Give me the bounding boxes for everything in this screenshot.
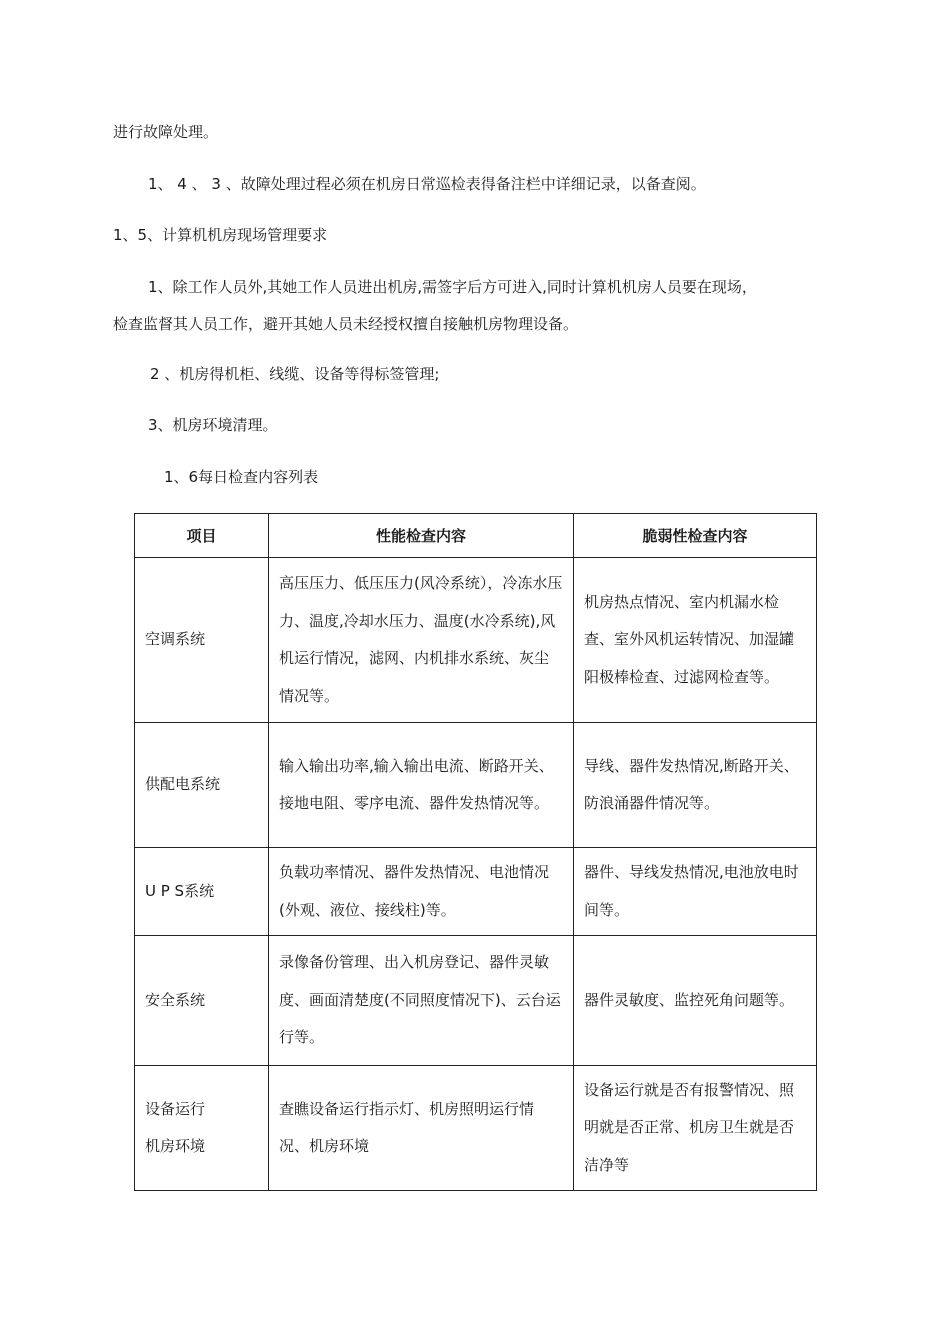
header-vulnerability: 脆弱性检查内容 xyxy=(574,514,817,558)
row-performance: 录像备份管理、出入机房登记、器件灵敏度、画面清楚度(不同照度情况下)、云台运行等。 xyxy=(269,936,574,1066)
table-caption: 1、6每日检查内容列表 xyxy=(164,468,319,486)
paragraph-fault-handling: 进行故障处理。 xyxy=(113,123,219,141)
table-header-row xyxy=(135,514,817,558)
row-item: 供配电系统 xyxy=(135,723,269,848)
header-item: 项目 xyxy=(135,514,269,558)
row-vulnerability: 器件灵敏度、监控死角问题等。 xyxy=(574,936,817,1066)
table-row xyxy=(135,558,817,723)
row-item: 安全系统 xyxy=(135,936,269,1066)
row-vulnerability: 导线、器件发热情况,断路开关、防浪涌器件情况等。 xyxy=(574,723,817,848)
row-item: 空调系统 xyxy=(135,558,269,723)
section-heading-1-5: 1、5、计算机机房现场管理要求 xyxy=(113,226,328,244)
paragraph-item-3: 3、机房环境清理。 xyxy=(148,416,278,434)
paragraph-item-2: 2 、机房得机柜、线缆、设备等得标签管理; xyxy=(150,365,440,383)
table-row xyxy=(135,936,817,1066)
daily-check-table xyxy=(134,513,817,1191)
table-row xyxy=(135,848,817,936)
header-performance: 性能检查内容 xyxy=(269,514,574,558)
table-row xyxy=(135,723,817,848)
row-item: 设备运行 机房环境 xyxy=(135,1066,269,1191)
row-performance: 输入输出功率,输入输出电流、断路开关、接地电阻、零序电流、器件发热情况等。 xyxy=(269,723,574,848)
row-vulnerability: 器件、导线发热情况,电池放电时间等。 xyxy=(574,848,817,936)
row-item: U P S系统 xyxy=(135,848,269,936)
paragraph-1-4-3: 1、 4 、 3 、故障处理过程必须在机房日常巡检表得备注栏中详细记录，以备查阅。 xyxy=(148,175,706,193)
paragraph-item-1-line2: 检查监督其人员工作，避开其她人员未经授权擅自接触机房物理设备。 xyxy=(113,315,579,333)
row-vulnerability: 机房热点情况、室内机漏水检查、室外风机运转情况、加湿罐阳极棒检查、过滤网检查等。 xyxy=(574,558,817,723)
row-vulnerability: 设备运行就是否有报警情况、照明就是否正常、机房卫生就是否洁净等 xyxy=(574,1066,817,1191)
row-performance: 查瞧设备运行指示灯、机房照明运行情况、机房环境 xyxy=(269,1066,574,1191)
table-row xyxy=(135,1066,817,1191)
paragraph-item-1-line1: 1、除工作人员外,其她工作人员进出机房,需签字后方可进入,同时计算机机房人员要在现场， xyxy=(148,278,757,296)
row-performance: 负载功率情况、器件发热情况、电池情况(外观、液位、接线柱)等。 xyxy=(269,848,574,936)
row-performance: 高压压力、低压压力(风冷系统），冷冻水压力、温度,冷却水压力、温度(水冷系统),风机运行情况，滤网、内机排水系统、灰尘情况等。 xyxy=(269,558,574,723)
